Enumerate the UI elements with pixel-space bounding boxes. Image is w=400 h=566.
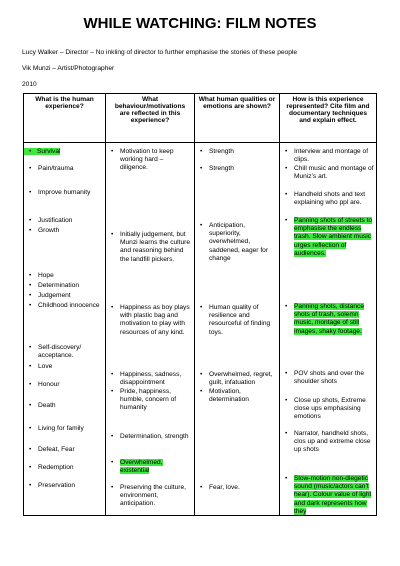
experience-item: Childhood innocence bbox=[38, 302, 100, 309]
page-title: WHILE WATCHING: FILM NOTES bbox=[83, 15, 317, 32]
behaviour-item: Preserving the culture, environment, anticipation. bbox=[120, 484, 186, 508]
experience-item: Preservation bbox=[38, 482, 76, 489]
experience-item: Pain/trauma bbox=[38, 165, 74, 172]
experience-item: Improve humanity bbox=[38, 189, 91, 196]
quality-item: Strength bbox=[209, 148, 234, 155]
experience-item: Survival bbox=[24, 148, 60, 155]
credit-director: Lucy Walker – Director – No inkling of director to further emphasise the stories of these people bbox=[22, 49, 297, 56]
technique-item: POV shots and over the shoulder shots bbox=[294, 370, 365, 386]
quality-item: Strength bbox=[209, 165, 234, 172]
human-experience-cell: • Survival • Pain/trauma • Improve humanity • Justification • Growth • Hope • Determination • Judgement • Childhood innocence • Self-discovery/ acceptance. • Love • Honour • Death • Living for family • Defeat, Fear • Redemption • Preservation bbox=[24, 143, 106, 516]
experience-item: Hope bbox=[38, 272, 54, 279]
header-behaviour-motivations: What behaviour/motivations are reflected in this experience? bbox=[106, 94, 195, 143]
experience-item: Defeat, Fear bbox=[38, 446, 75, 453]
technique-item: Panning shots, distance shots of trash, solemn music, montage of still images, shaky footage. bbox=[294, 303, 365, 335]
behaviour-item: Motivation to keep working hard – diligence. bbox=[120, 148, 174, 172]
quality-item: Motivation, determination bbox=[209, 388, 249, 404]
behaviour-item: Determination, strength bbox=[120, 433, 189, 440]
representation-cell: • Interview and montage of clips. • Chill music and montage of Muniz’s art. • Handheld shots and text explaining who ppl are. • Panning shots of streets to emphasise the endless trash. Slow ambient music urges reflection of audiences. • Panning shots, distance shots of trash, solemn music, montage of still images, shaky footage. • POV shots and over the shoulder shots • Close up shots, Extreme close ups emphasising emotions • Narrator, handheld shots, clos up and extreme close up shots • Slow-motion non-diegetic sound (music/actors can’t hear). Colour value of light and dark represents how they bbox=[280, 143, 377, 516]
quality-item: Anticipation, superiority, overwhelmed, saddened, eager for change bbox=[209, 222, 269, 262]
qualities-cell: • Strength • Strength • Anticipation, superiority, overwhelmed, saddened, eager for change • Human quality of resilience and resourceful of finding toys. • Overwhelmed, regret, guilt, infatuation • Motivation, determination • Fear, love. bbox=[195, 143, 280, 516]
experience-item: Judgement bbox=[38, 292, 71, 299]
experience-item: Death bbox=[38, 402, 56, 409]
behaviour-item: Pride, happiness, humble, concern of humanity bbox=[120, 388, 177, 412]
technique-item: Panning shots of streets to emphasise the endless trash. Slow ambient music urges reflection of audiences. bbox=[294, 217, 373, 257]
technique-item: Slow-motion non-diegetic sound (music/actors can’t hear). Colour value of light and dark represents how they bbox=[294, 475, 372, 515]
behaviour-item: Happiness, sadness, disappointment bbox=[120, 371, 182, 387]
film-notes-table bbox=[23, 93, 377, 516]
header-representation: How is this experience represented? Cite film and documentary techniques and explain effect. bbox=[280, 94, 377, 143]
behaviour-item: Happiness as boy plays with plastic bag and motivation to play with resources of any kind. bbox=[120, 304, 190, 336]
experience-item: Honour bbox=[38, 381, 60, 388]
experience-item: Justification bbox=[38, 217, 73, 224]
quality-item: Overwhelmed, regret, guilt, infatuation bbox=[209, 371, 273, 387]
header-row bbox=[24, 94, 377, 143]
header-human-qualities: What human qualities or emotions are shown? bbox=[195, 94, 280, 143]
experience-item: Love bbox=[38, 363, 53, 370]
behaviour-item: Initially judgement, but Munzi learns the culture and reasoning behind the landfill pickers. bbox=[120, 231, 191, 263]
technique-item: Chill music and montage of Muniz’s art. bbox=[294, 165, 374, 181]
notes-row bbox=[24, 143, 377, 516]
behaviour-cell: • Motivation to keep working hard – diligence. • Initially judgement, but Munzi learns the culture and reasoning behind the landfill pickers. • Happiness as boy plays with plastic bag and motivation to play with resources of any kind. • Happiness, sadness, disappointment • Pride, happiness, humble, concern of humanity • Determination, strength • Overwhelmed, existential • Preserving the culture, environment, anticipation. bbox=[106, 143, 195, 516]
experience-item: Redemption bbox=[38, 464, 74, 471]
behaviour-item: Overwhelmed, existential bbox=[120, 459, 163, 475]
technique-item: Interview and montage of clips. bbox=[294, 148, 369, 164]
technique-item: Close up shots, Extreme close ups emphasising emotions bbox=[294, 397, 366, 421]
experience-item: Self-discovery/ acceptance. bbox=[38, 344, 82, 360]
technique-item: Handheld shots and text explaining who ppl are. bbox=[294, 191, 366, 207]
experience-item: Living for family bbox=[38, 425, 84, 432]
quality-item: Human quality of resilience and resourceful of finding toys. bbox=[209, 304, 271, 336]
credit-year: 2010 bbox=[22, 81, 37, 88]
header-human-experience: What is the human experience? bbox=[24, 94, 106, 143]
credit-artist: Vik Munzi – Artist/Photographer bbox=[22, 65, 115, 72]
technique-item: Narrator, handheld shots, clos up and extreme close up shots bbox=[294, 430, 371, 454]
experience-item: Growth bbox=[38, 227, 60, 234]
quality-item: Fear, love. bbox=[209, 484, 240, 491]
experience-item: Determination bbox=[38, 282, 80, 289]
